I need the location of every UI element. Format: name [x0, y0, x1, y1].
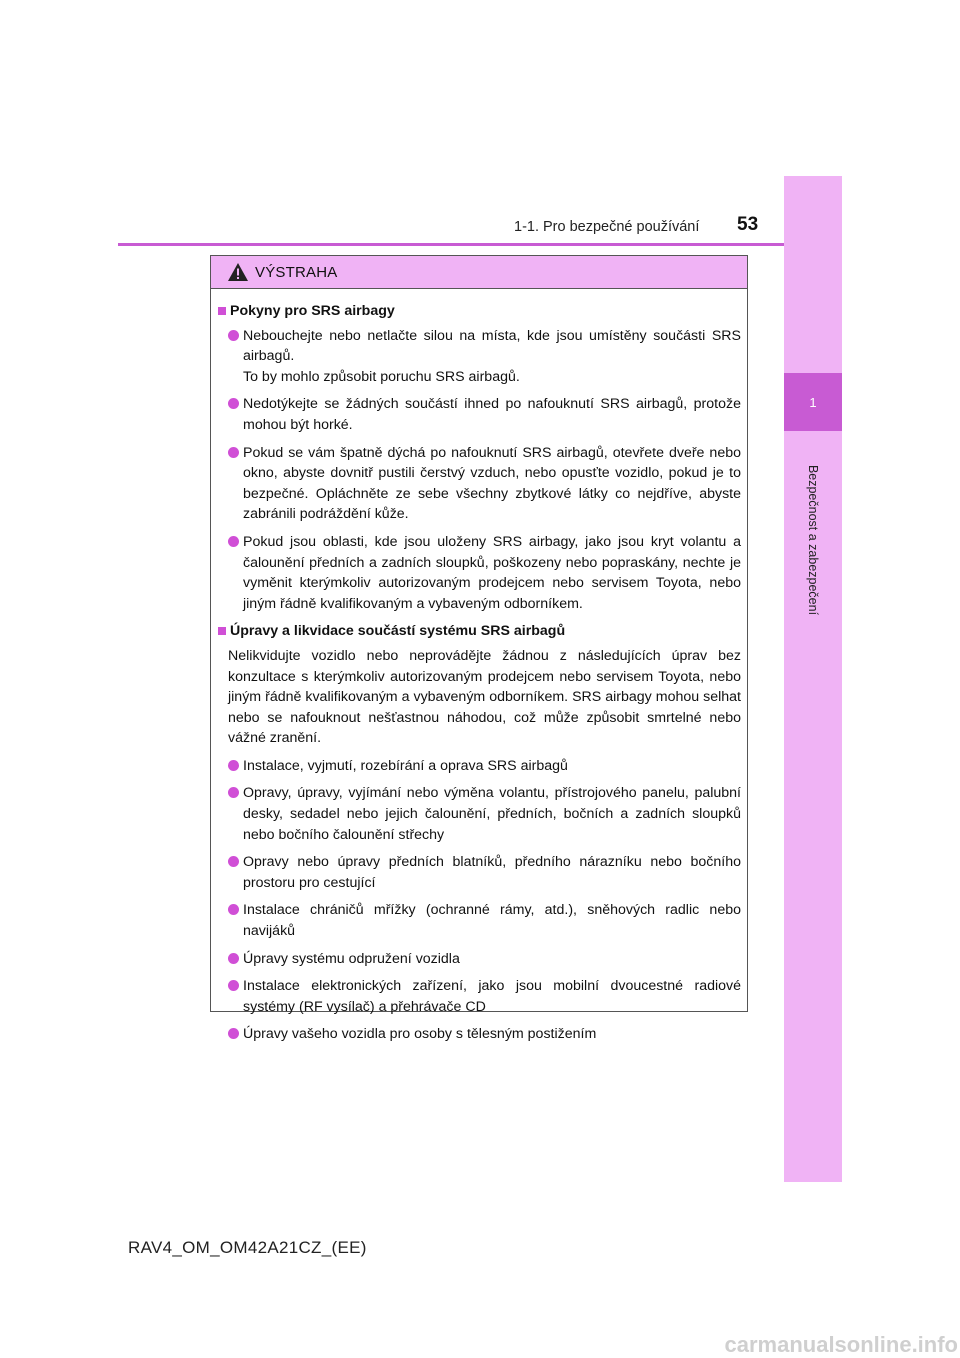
bullet-icon — [228, 980, 239, 991]
warning-body — [211, 289, 747, 1045]
warning-box — [210, 255, 748, 1043]
bullet-icon — [228, 856, 239, 867]
bullet-icon — [228, 760, 239, 771]
warning-title: VÝSTRAHA — [255, 263, 338, 281]
chapter-label: Bezpečnost a zabezpečení — [806, 464, 820, 616]
square-bullet-icon — [218, 307, 226, 315]
bullet-icon — [228, 398, 239, 409]
document-code: RAV4_OM_OM42A21CZ_(EE) — [128, 1238, 367, 1257]
list-item: Instalace chráničů mřížky (ochranné rámy, atd.), sněhových radlic nebo navijáků — [228, 900, 741, 941]
section-heading: Pokyny pro SRS airbagy — [217, 301, 741, 322]
list-item: Nedotýkejte se žádných součástí ihned po nafouknutí SRS airbagů, protože mohou být horké. — [228, 394, 741, 435]
section-intro: Nelikvidujte vozidlo nebo neprovádějte žádnou z následujících úprav bez konzultace s kterýmkoliv autorizovaným prodejcem nebo servisem Toyota, nebo jiným řádně kvalifikovaným a vybaveným odborníkem. SRS airbagy mohou selhat nebo se nafouknout nešťastnou náhodou, což může způsobit smrtelné nebo vážné zranění. — [228, 647, 741, 747]
header-rule — [118, 243, 784, 246]
section-heading: Úpravy a likvidace součástí systému SRS airbagů — [217, 621, 741, 642]
watermark: carmanualsonline.info — [724, 1332, 958, 1357]
list-item: Opravy nebo úpravy předních blatníků, předního nárazníku nebo bočního prostoru pro cestující — [228, 852, 741, 893]
item-note: To by mohlo způsobit poruchu SRS airbagů. — [243, 368, 520, 385]
section-title: 1-1. Pro bezpečné používání — [514, 219, 700, 235]
bullet-icon — [228, 953, 239, 964]
bullet-icon — [228, 904, 239, 915]
bullet-icon — [228, 787, 239, 798]
page-number: 53 — [737, 214, 759, 235]
list-item: Opravy, úpravy, vyjímání nebo výměna volantu, přístrojového panelu, palubní desky, sedadel nebo jejich čalounění, předních, bočních a zadních sloupků nebo bočního čalounění střechy — [228, 783, 741, 845]
list-item: Instalace, vyjmutí, rozebírání a oprava SRS airbagů — [228, 756, 741, 777]
list-item: Pokud se vám špatně dýchá po nafouknutí SRS airbagů, otevřete dveře nebo okno, abyste dovnitř pustili čerstvý vzduch, nebo opusťte vozidlo, pokud je to bezpečné. Opláchněte ze sebe všechny zbytkové látky co nejdříve, abyste zabránili podráždění kůže. — [228, 443, 741, 525]
list-item: Nebouchejte nebo netlačte silou na místa, kde jsou umístěny součásti SRS airbagů. To by mohlo způsobit poruchu SRS airbagů. — [228, 326, 741, 388]
list-item: Úpravy vašeho vozidla pro osoby s tělesným postižením — [228, 1024, 741, 1045]
warning-header — [211, 256, 747, 289]
square-bullet-icon — [218, 627, 226, 635]
side-tab-strip — [784, 176, 842, 1182]
bullet-icon — [228, 330, 239, 341]
chapter-number: 1 — [809, 394, 817, 410]
list-item: Instalace elektronických zařízení, jako jsou mobilní dvoucestné radiové systémy (RF vysílač) a přehrávače CD — [228, 976, 741, 1017]
warning-triangle-icon — [227, 262, 249, 282]
list-item: Pokud jsou oblasti, kde jsou uloženy SRS airbagy, jako jsou kryt volantu a čalounění předních a zadních sloupků, poškozeny nebo popraskány, nechte je vyměnit kterýmkoliv autorizovaným prodejcem nebo servisem Toyota, nebo jiným řádně kvalifikovaným a vybaveným odborníkem. — [228, 532, 741, 614]
bullet-icon — [228, 1028, 239, 1039]
bullet-icon — [228, 536, 239, 547]
chapter-tab[interactable] — [784, 373, 842, 431]
bullet-icon — [228, 447, 239, 458]
list-item: Úpravy systému odpružení vozidla — [228, 949, 741, 970]
